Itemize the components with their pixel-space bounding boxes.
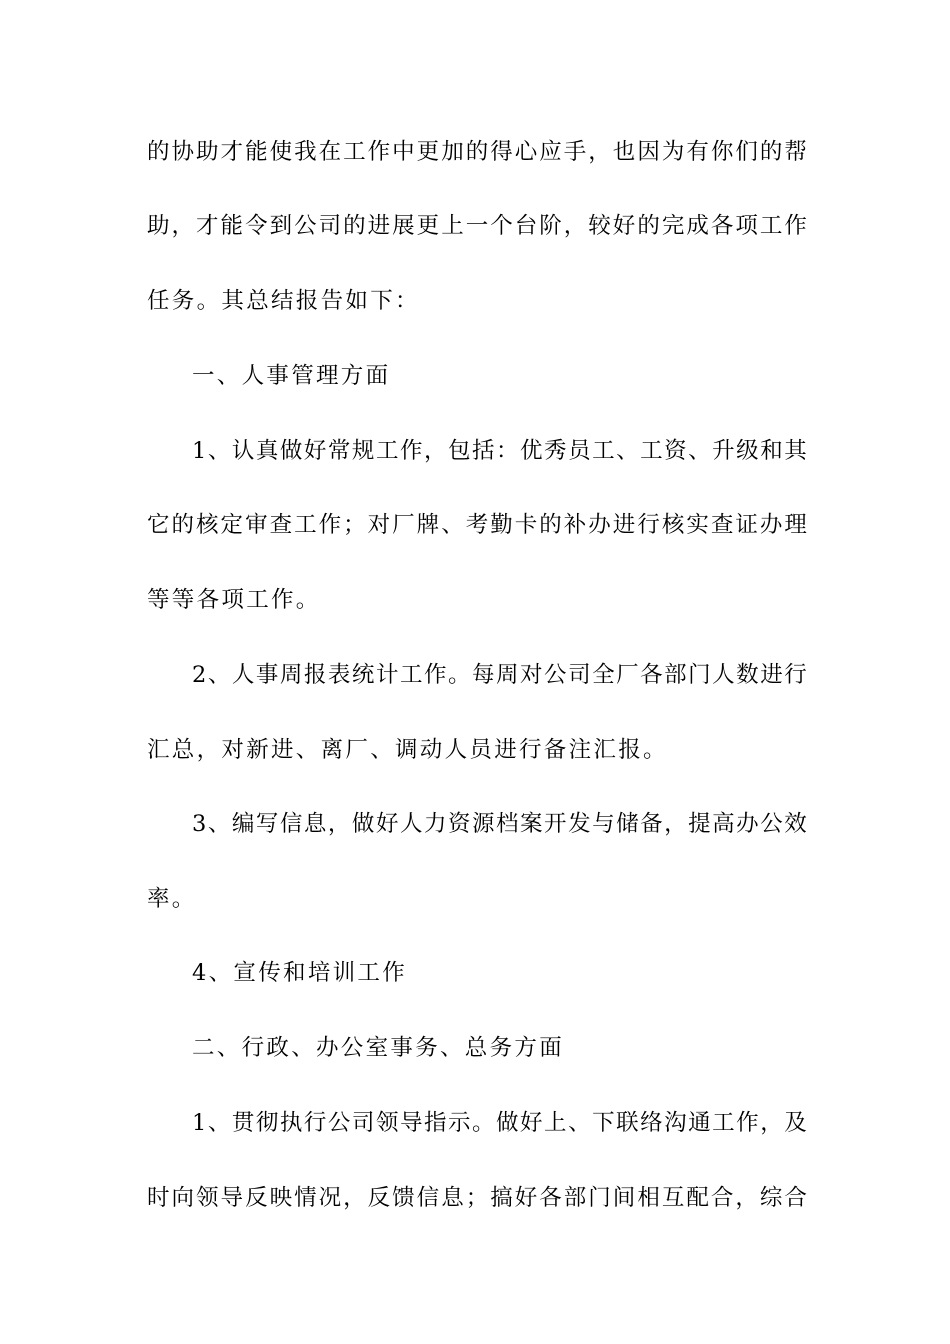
- section-heading: 一、人事管理方面: [192, 363, 391, 389]
- paragraph-line: 它 的 核 定 审 查 工 作 ； 对 厂 牌 、 考 勤 卡 的 补 办 进 行 核 实 查 证 办 理: [147, 512, 807, 538]
- section-heading: 二、行政、办公室事务、总务方面: [192, 1035, 565, 1061]
- paragraph-line: 2 、 人 事 周 报 表 统 计 工 作 。 每 周 对 公 司 全 厂 各 部 门 人 数 进 行: [192, 662, 807, 688]
- paragraph-line: 等等各项工作。: [147, 587, 321, 613]
- paragraph-line: 3 、 编 写 信 息 ， 做 好 人 力 资 源 档 案 开 发 与 储 备 ， 提 高 办 公 效: [192, 811, 807, 837]
- paragraph-line: 4、宣传和培训工作: [192, 960, 408, 986]
- paragraph-line: 的 协 助 才 能 使 我 在 工 作 中 更 加 的 得 心 应 手 ， 也 因 为 有 你 们 的 帮: [147, 139, 807, 165]
- paragraph-line: 汇总，对新进、离厂、调动人员进行备注汇报。: [147, 737, 668, 763]
- paragraph-line: 率。: [147, 886, 197, 912]
- paragraph-line: 1 、 认 真 做 好 常 规 工 作 ， 包 括 ： 优 秀 员 工 、 工 资 、 升 级 和 其: [192, 438, 807, 464]
- paragraph-line: 1 、 贯 彻 执 行 公 司 领 导 指 示 。 做 好 上 、 下 联 络 沟 通 工 作 ， 及: [192, 1110, 807, 1136]
- paragraph-line: 任务。其总结报告如下：: [147, 288, 420, 314]
- paragraph-line: 时 向 领 导 反 映 情 况 ， 反 馈 信 息 ； 搞 好 各 部 门 间 相 互 配 合 ， 综 合: [147, 1185, 807, 1211]
- paragraph-line: 助 ， 才 能 令 到 公 司 的 进 展 更 上 一 个 台 阶 ， 较 好 的 完 成 各 项 工 作: [147, 213, 807, 239]
